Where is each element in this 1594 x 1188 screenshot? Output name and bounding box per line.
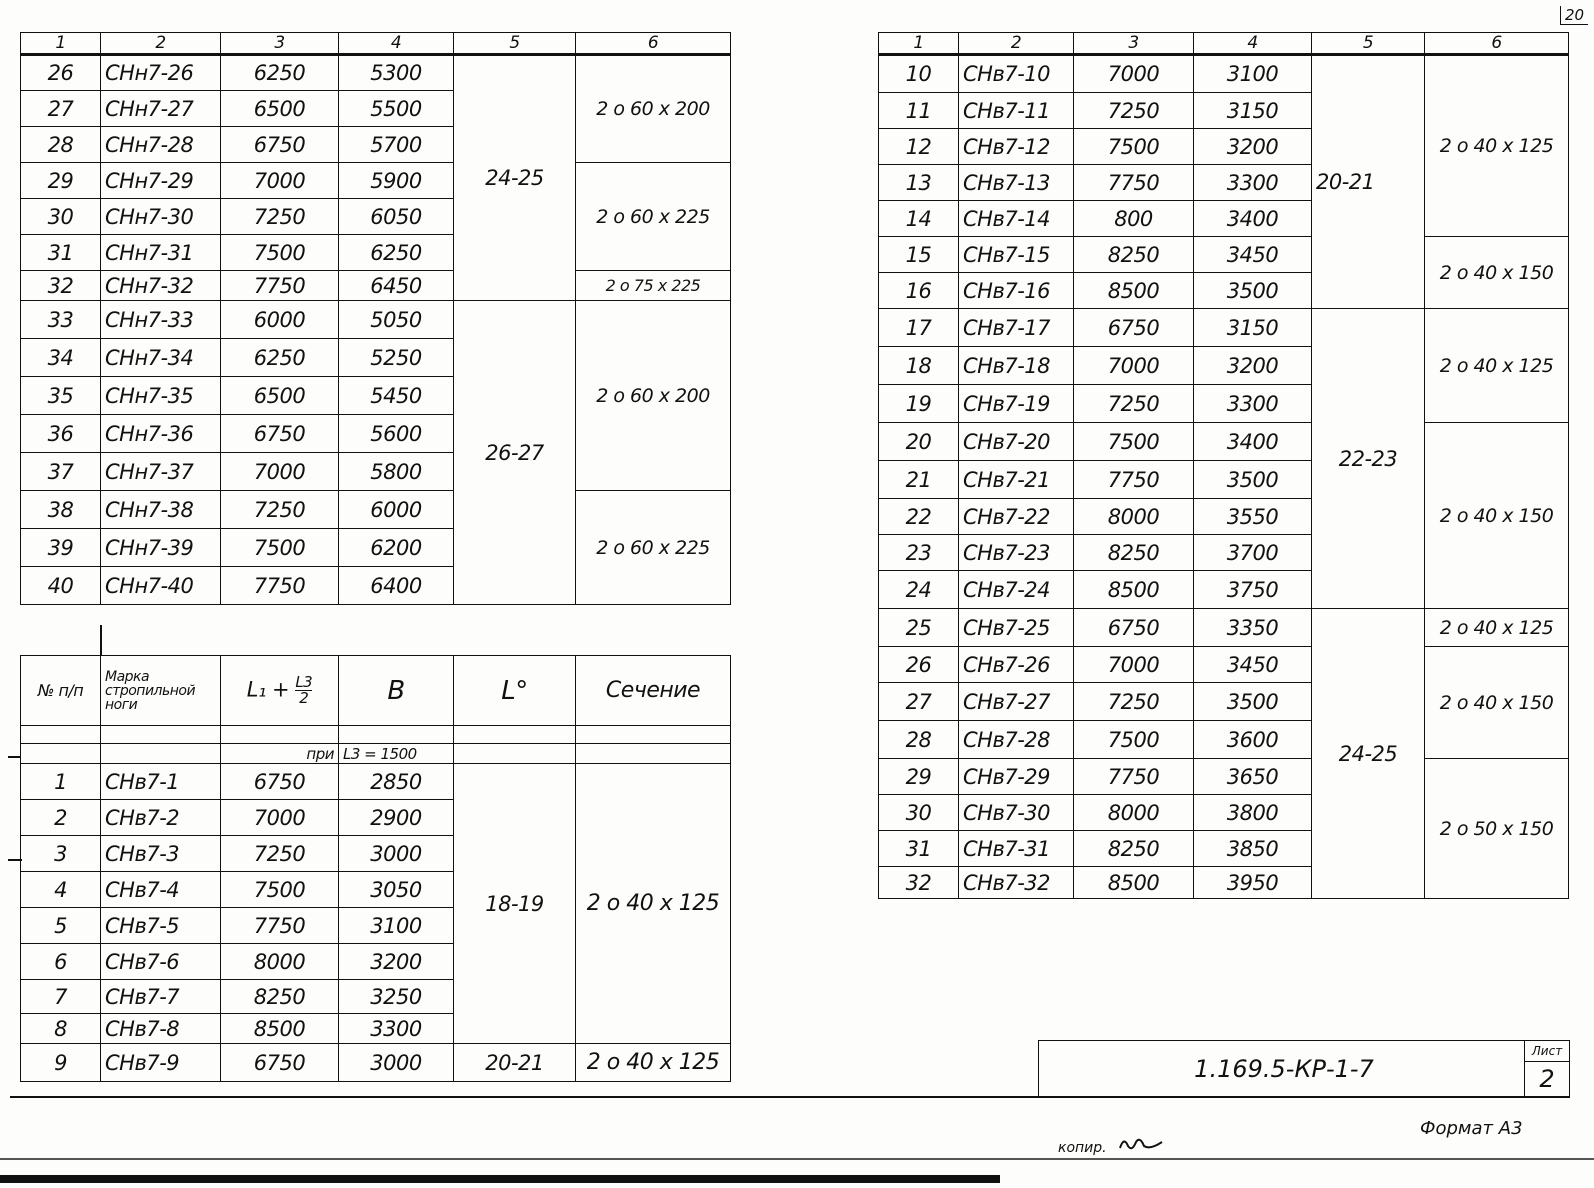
b-value: 5600 [339, 415, 454, 453]
length-value: 7250 [221, 836, 339, 872]
length-value: 8250 [1074, 237, 1194, 273]
length-value: 8500 [221, 1014, 339, 1044]
length-value: 7750 [1074, 165, 1194, 201]
row-number: 16 [879, 273, 959, 309]
rafter-mark: СНв7-10 [959, 55, 1074, 93]
length-value: 6500 [221, 91, 339, 127]
row-number: 12 [879, 129, 959, 165]
b-value: 3500 [1194, 273, 1312, 309]
frame-bottom-line [10, 1096, 1570, 1098]
row-number: 23 [879, 535, 959, 571]
length-value: 7750 [221, 567, 339, 605]
length-value: 7500 [1074, 423, 1194, 461]
length-value: 6750 [1074, 309, 1194, 347]
header-row [21, 656, 731, 726]
rafter-mark: СНн7-34 [101, 339, 221, 377]
length-value: 8250 [1074, 535, 1194, 571]
row-number: 27 [879, 683, 959, 721]
frame-bottom-rule [0, 1158, 1594, 1160]
angle-value: 18-19 [454, 764, 576, 1044]
sheet-corner-number: 20 [1560, 6, 1588, 25]
header-length-main: L₁ + [246, 677, 290, 702]
row-number: 26 [21, 55, 101, 91]
row-number: 25 [879, 609, 959, 647]
b-value: 6050 [339, 199, 454, 235]
length-value: 6250 [221, 55, 339, 91]
b-value: 3450 [1194, 647, 1312, 683]
b-value: 6250 [339, 235, 454, 271]
row-number: 31 [879, 831, 959, 867]
b-value: 3050 [339, 872, 454, 908]
b-value: 3550 [1194, 499, 1312, 535]
section-value: 2 о 40 х 125 [576, 1044, 731, 1082]
row-number: 17 [879, 309, 959, 347]
table-row [21, 1044, 731, 1082]
copy-label: копир. [1058, 1140, 1107, 1156]
row-number: 34 [21, 339, 101, 377]
table-row [21, 301, 731, 339]
section-value: 2 о 60 х 225 [576, 163, 731, 271]
b-value: 3500 [1194, 461, 1312, 499]
column-number-row [879, 33, 1569, 55]
angle-value: 20-21 [454, 1044, 576, 1082]
rafter-mark: СНн7-30 [101, 199, 221, 235]
header-b: B [339, 656, 454, 726]
section-value: 2 о 60 х 200 [576, 301, 731, 491]
b-value: 3850 [1194, 831, 1312, 867]
rafter-mark: СНн7-32 [101, 271, 221, 301]
column-number: 4 [1194, 33, 1312, 55]
length-value: 7250 [221, 491, 339, 529]
column-number: 3 [1074, 33, 1194, 55]
length-value: 7500 [221, 872, 339, 908]
b-value: 3600 [1194, 721, 1312, 759]
length-value: 7500 [1074, 721, 1194, 759]
table-row [21, 491, 731, 529]
length-value: 6250 [221, 339, 339, 377]
row-number: 32 [21, 271, 101, 301]
header-angle: L° [454, 656, 576, 726]
row-number: 33 [21, 301, 101, 339]
rafter-mark: СНн7-35 [101, 377, 221, 415]
section-value: 2 о 40 х 150 [1425, 423, 1569, 609]
row-number: 4 [21, 872, 101, 908]
rafter-mark: СНв7-12 [959, 129, 1074, 165]
length-value: 800 [1074, 201, 1194, 237]
length-value: 8500 [1074, 867, 1194, 899]
b-value: 6000 [339, 491, 454, 529]
rafter-mark: СНв7-17 [959, 309, 1074, 347]
rafter-mark: СНв7-22 [959, 499, 1074, 535]
length-value: 7500 [1074, 129, 1194, 165]
length-value: 7000 [221, 800, 339, 836]
table-row [21, 163, 731, 199]
row-number: 10 [879, 55, 959, 93]
rafter-mark: СНв7-13 [959, 165, 1074, 201]
length-value: 7750 [1074, 461, 1194, 499]
rafter-mark: СНн7-27 [101, 91, 221, 127]
row-number: 22 [879, 499, 959, 535]
column-number: 2 [101, 33, 221, 55]
section-value: 2 о 50 х 150 [1425, 759, 1569, 899]
row-number: 30 [21, 199, 101, 235]
format-label: Формат А3 [1420, 1118, 1523, 1139]
rafter-mark: СНв7-27 [959, 683, 1074, 721]
b-value: 6450 [339, 271, 454, 301]
row-number: 8 [21, 1014, 101, 1044]
row-number: 32 [879, 867, 959, 899]
rafter-mark: СНн7-37 [101, 453, 221, 491]
header-mark: Марка стропильной ноги [101, 656, 221, 726]
section-value: 2 о 40 х 125 [1425, 309, 1569, 423]
rafter-mark: СНв7-19 [959, 385, 1074, 423]
row-number: 7 [21, 980, 101, 1014]
length-value: 6750 [221, 127, 339, 163]
stamp-sheet-number: 2 [1539, 1065, 1555, 1093]
rafter-mark: СНв7-32 [959, 867, 1074, 899]
table-row [21, 55, 731, 91]
length-value: 7500 [221, 529, 339, 567]
header-section: Сечение [576, 656, 731, 726]
row-number: 15 [879, 237, 959, 273]
b-value: 3450 [1194, 237, 1312, 273]
rafter-mark: СНн7-26 [101, 55, 221, 91]
column-number: 1 [21, 33, 101, 55]
margin-tick [8, 859, 22, 861]
header-spacer-row [21, 726, 731, 744]
b-value: 3100 [1194, 55, 1312, 93]
subheader-value: L3 = 1500 [339, 744, 454, 764]
row-number: 5 [21, 908, 101, 944]
b-value: 3800 [1194, 795, 1312, 831]
angle-value: 26-27 [454, 301, 576, 605]
b-value: 3750 [1194, 571, 1312, 609]
column-number: 6 [576, 33, 731, 55]
table-row [879, 647, 1569, 683]
b-value: 5250 [339, 339, 454, 377]
section-value: 2 о 60 х 225 [576, 491, 731, 605]
stamp-code: 1.169.5-КР-1-7 [1194, 1055, 1374, 1083]
length-value: 7000 [221, 453, 339, 491]
fraction-numerator: L3 [295, 673, 313, 691]
rafter-mark: СНв7-2 [101, 800, 221, 836]
rafter-mark: СНн7-31 [101, 235, 221, 271]
rafter-mark: СНв7-15 [959, 237, 1074, 273]
column-number: 6 [1425, 33, 1569, 55]
section-value: 2 о 40 х 125 [1425, 55, 1569, 237]
b-value: 3100 [339, 908, 454, 944]
b-value: 6400 [339, 567, 454, 605]
header-number: № п/п [21, 656, 101, 726]
section-value: 2 о 40 х 150 [1425, 647, 1569, 759]
row-number: 13 [879, 165, 959, 201]
rafter-mark: СНв7-9 [101, 1044, 221, 1082]
length-value: 6750 [221, 415, 339, 453]
row-number: 3 [21, 836, 101, 872]
angle-value: 24-25 [454, 55, 576, 301]
table-row [879, 423, 1569, 461]
length-value: 8000 [221, 944, 339, 980]
b-value: 2850 [339, 764, 454, 800]
b-value: 3150 [1194, 309, 1312, 347]
rafter-mark: СНв7-11 [959, 93, 1074, 129]
b-value: 3200 [1194, 347, 1312, 385]
b-value: 3350 [1194, 609, 1312, 647]
row-number: 18 [879, 347, 959, 385]
row-number: 6 [21, 944, 101, 980]
rafter-mark: СНв7-3 [101, 836, 221, 872]
rafter-mark: СНв7-26 [959, 647, 1074, 683]
stamp-sheet-label: Лист [1525, 1041, 1569, 1062]
subheader-row [21, 744, 731, 764]
row-number: 9 [21, 1044, 101, 1082]
b-value: 3650 [1194, 759, 1312, 795]
rafter-mark: СНн7-29 [101, 163, 221, 199]
column-number: 2 [959, 33, 1074, 55]
table-row [879, 309, 1569, 347]
rafter-mark: СНв7-14 [959, 201, 1074, 237]
b-value: 3400 [1194, 201, 1312, 237]
angle-value: 22-23 [1312, 309, 1425, 609]
b-value: 3150 [1194, 93, 1312, 129]
table-row [879, 55, 1569, 93]
length-value: 7000 [1074, 55, 1194, 93]
row-number: 2 [21, 800, 101, 836]
row-number: 35 [21, 377, 101, 415]
row-number: 38 [21, 491, 101, 529]
length-value: 6750 [221, 764, 339, 800]
row-number: 20 [879, 423, 959, 461]
b-value: 5050 [339, 301, 454, 339]
stamp-sheet-cell [1524, 1041, 1569, 1097]
length-value: 7000 [1074, 347, 1194, 385]
length-value: 7000 [221, 163, 339, 199]
row-number: 28 [879, 721, 959, 759]
b-value: 3300 [339, 1014, 454, 1044]
b-value: 3250 [339, 980, 454, 1014]
left-top-table [20, 32, 731, 605]
rafter-mark: СНн7-40 [101, 567, 221, 605]
rafter-mark: СНв7-7 [101, 980, 221, 1014]
rafter-mark: СНн7-33 [101, 301, 221, 339]
length-value: 7750 [221, 271, 339, 301]
length-value: 6750 [221, 1044, 339, 1082]
row-number: 27 [21, 91, 101, 127]
section-value: 2 о 40 х 125 [1425, 609, 1569, 647]
column-number: 3 [221, 33, 339, 55]
length-value: 6750 [1074, 609, 1194, 647]
length-value: 8250 [221, 980, 339, 1014]
b-value: 3950 [1194, 867, 1312, 899]
table-row [21, 764, 731, 800]
row-number: 11 [879, 93, 959, 129]
length-value: 6000 [221, 301, 339, 339]
column-number: 5 [454, 33, 576, 55]
length-value: 6500 [221, 377, 339, 415]
rafter-mark: СНв7-8 [101, 1014, 221, 1044]
rafter-mark: СНв7-24 [959, 571, 1074, 609]
rafter-mark: СНв7-29 [959, 759, 1074, 795]
rafter-mark: СНв7-31 [959, 831, 1074, 867]
title-stamp [1038, 1040, 1570, 1097]
rafter-mark: СНв7-4 [101, 872, 221, 908]
rafter-mark: СНв7-20 [959, 423, 1074, 461]
row-number: 21 [879, 461, 959, 499]
length-value: 8500 [1074, 273, 1194, 309]
subheader-note: при [221, 744, 339, 764]
rafter-mark: СНв7-23 [959, 535, 1074, 571]
column-number: 4 [339, 33, 454, 55]
rafter-mark: СНв7-6 [101, 944, 221, 980]
row-number: 26 [879, 647, 959, 683]
header-length [221, 656, 339, 726]
frame-bottom-thick [0, 1175, 1000, 1183]
row-number: 40 [21, 567, 101, 605]
length-value: 7000 [1074, 647, 1194, 683]
fraction-denominator: 2 [299, 689, 309, 707]
section-value: 2 о 40 х 150 [1425, 237, 1569, 309]
row-number: 36 [21, 415, 101, 453]
length-value: 8000 [1074, 795, 1194, 831]
b-value: 5500 [339, 91, 454, 127]
rafter-mark: СНв7-16 [959, 273, 1074, 309]
length-value: 7250 [221, 199, 339, 235]
row-number: 39 [21, 529, 101, 567]
rafter-mark: СНн7-36 [101, 415, 221, 453]
table-row [21, 271, 731, 301]
rafter-mark: СНв7-25 [959, 609, 1074, 647]
row-number: 29 [21, 163, 101, 199]
length-value: 7250 [1074, 93, 1194, 129]
column-number-row [21, 33, 731, 55]
row-number: 14 [879, 201, 959, 237]
b-value: 5800 [339, 453, 454, 491]
table-row [879, 237, 1569, 273]
length-value: 7750 [221, 908, 339, 944]
length-value: 8500 [1074, 571, 1194, 609]
b-value: 5300 [339, 55, 454, 91]
angle-value: 20-21 [1312, 55, 1425, 309]
column-number: 5 [1312, 33, 1425, 55]
rafter-mark: СНв7-21 [959, 461, 1074, 499]
row-number: 31 [21, 235, 101, 271]
b-value: 5450 [339, 377, 454, 415]
rafter-mark: СНв7-5 [101, 908, 221, 944]
spacer-line [100, 625, 102, 655]
b-value: 3200 [339, 944, 454, 980]
b-value: 3200 [1194, 129, 1312, 165]
b-value: 3700 [1194, 535, 1312, 571]
rafter-mark: СНв7-30 [959, 795, 1074, 831]
length-value: 8250 [1074, 831, 1194, 867]
angle-value: 24-25 [1312, 609, 1425, 899]
rafter-mark: СНв7-1 [101, 764, 221, 800]
table-row [879, 759, 1569, 795]
length-value: 7250 [1074, 683, 1194, 721]
copy-signature [1118, 1134, 1164, 1158]
column-number: 1 [879, 33, 959, 55]
row-number: 19 [879, 385, 959, 423]
length-value: 8000 [1074, 499, 1194, 535]
b-value: 5900 [339, 163, 454, 199]
b-value: 6200 [339, 529, 454, 567]
section-value: 2 о 75 х 225 [576, 271, 731, 301]
header-length-fraction [295, 675, 312, 706]
b-value: 3500 [1194, 683, 1312, 721]
row-number: 1 [21, 764, 101, 800]
row-number: 37 [21, 453, 101, 491]
section-value: 2 о 60 х 200 [576, 55, 731, 163]
length-value: 7750 [1074, 759, 1194, 795]
b-value: 3000 [339, 1044, 454, 1082]
row-number: 28 [21, 127, 101, 163]
b-value: 3000 [339, 836, 454, 872]
left-bottom-table [20, 655, 731, 1082]
row-number: 30 [879, 795, 959, 831]
rafter-mark: СНн7-28 [101, 127, 221, 163]
rafter-mark: СНв7-18 [959, 347, 1074, 385]
b-value: 3300 [1194, 385, 1312, 423]
b-value: 5700 [339, 127, 454, 163]
rafter-mark: СНн7-39 [101, 529, 221, 567]
section-value: 2 о 40 х 125 [576, 764, 731, 1044]
row-number: 29 [879, 759, 959, 795]
table-row [879, 609, 1569, 647]
length-value: 7500 [221, 235, 339, 271]
b-value: 2900 [339, 800, 454, 836]
rafter-mark: СНв7-28 [959, 721, 1074, 759]
row-number: 24 [879, 571, 959, 609]
rafter-mark: СНн7-38 [101, 491, 221, 529]
b-value: 3400 [1194, 423, 1312, 461]
b-value: 3300 [1194, 165, 1312, 201]
length-value: 7250 [1074, 385, 1194, 423]
right-table [878, 32, 1569, 899]
margin-tick [8, 756, 20, 758]
